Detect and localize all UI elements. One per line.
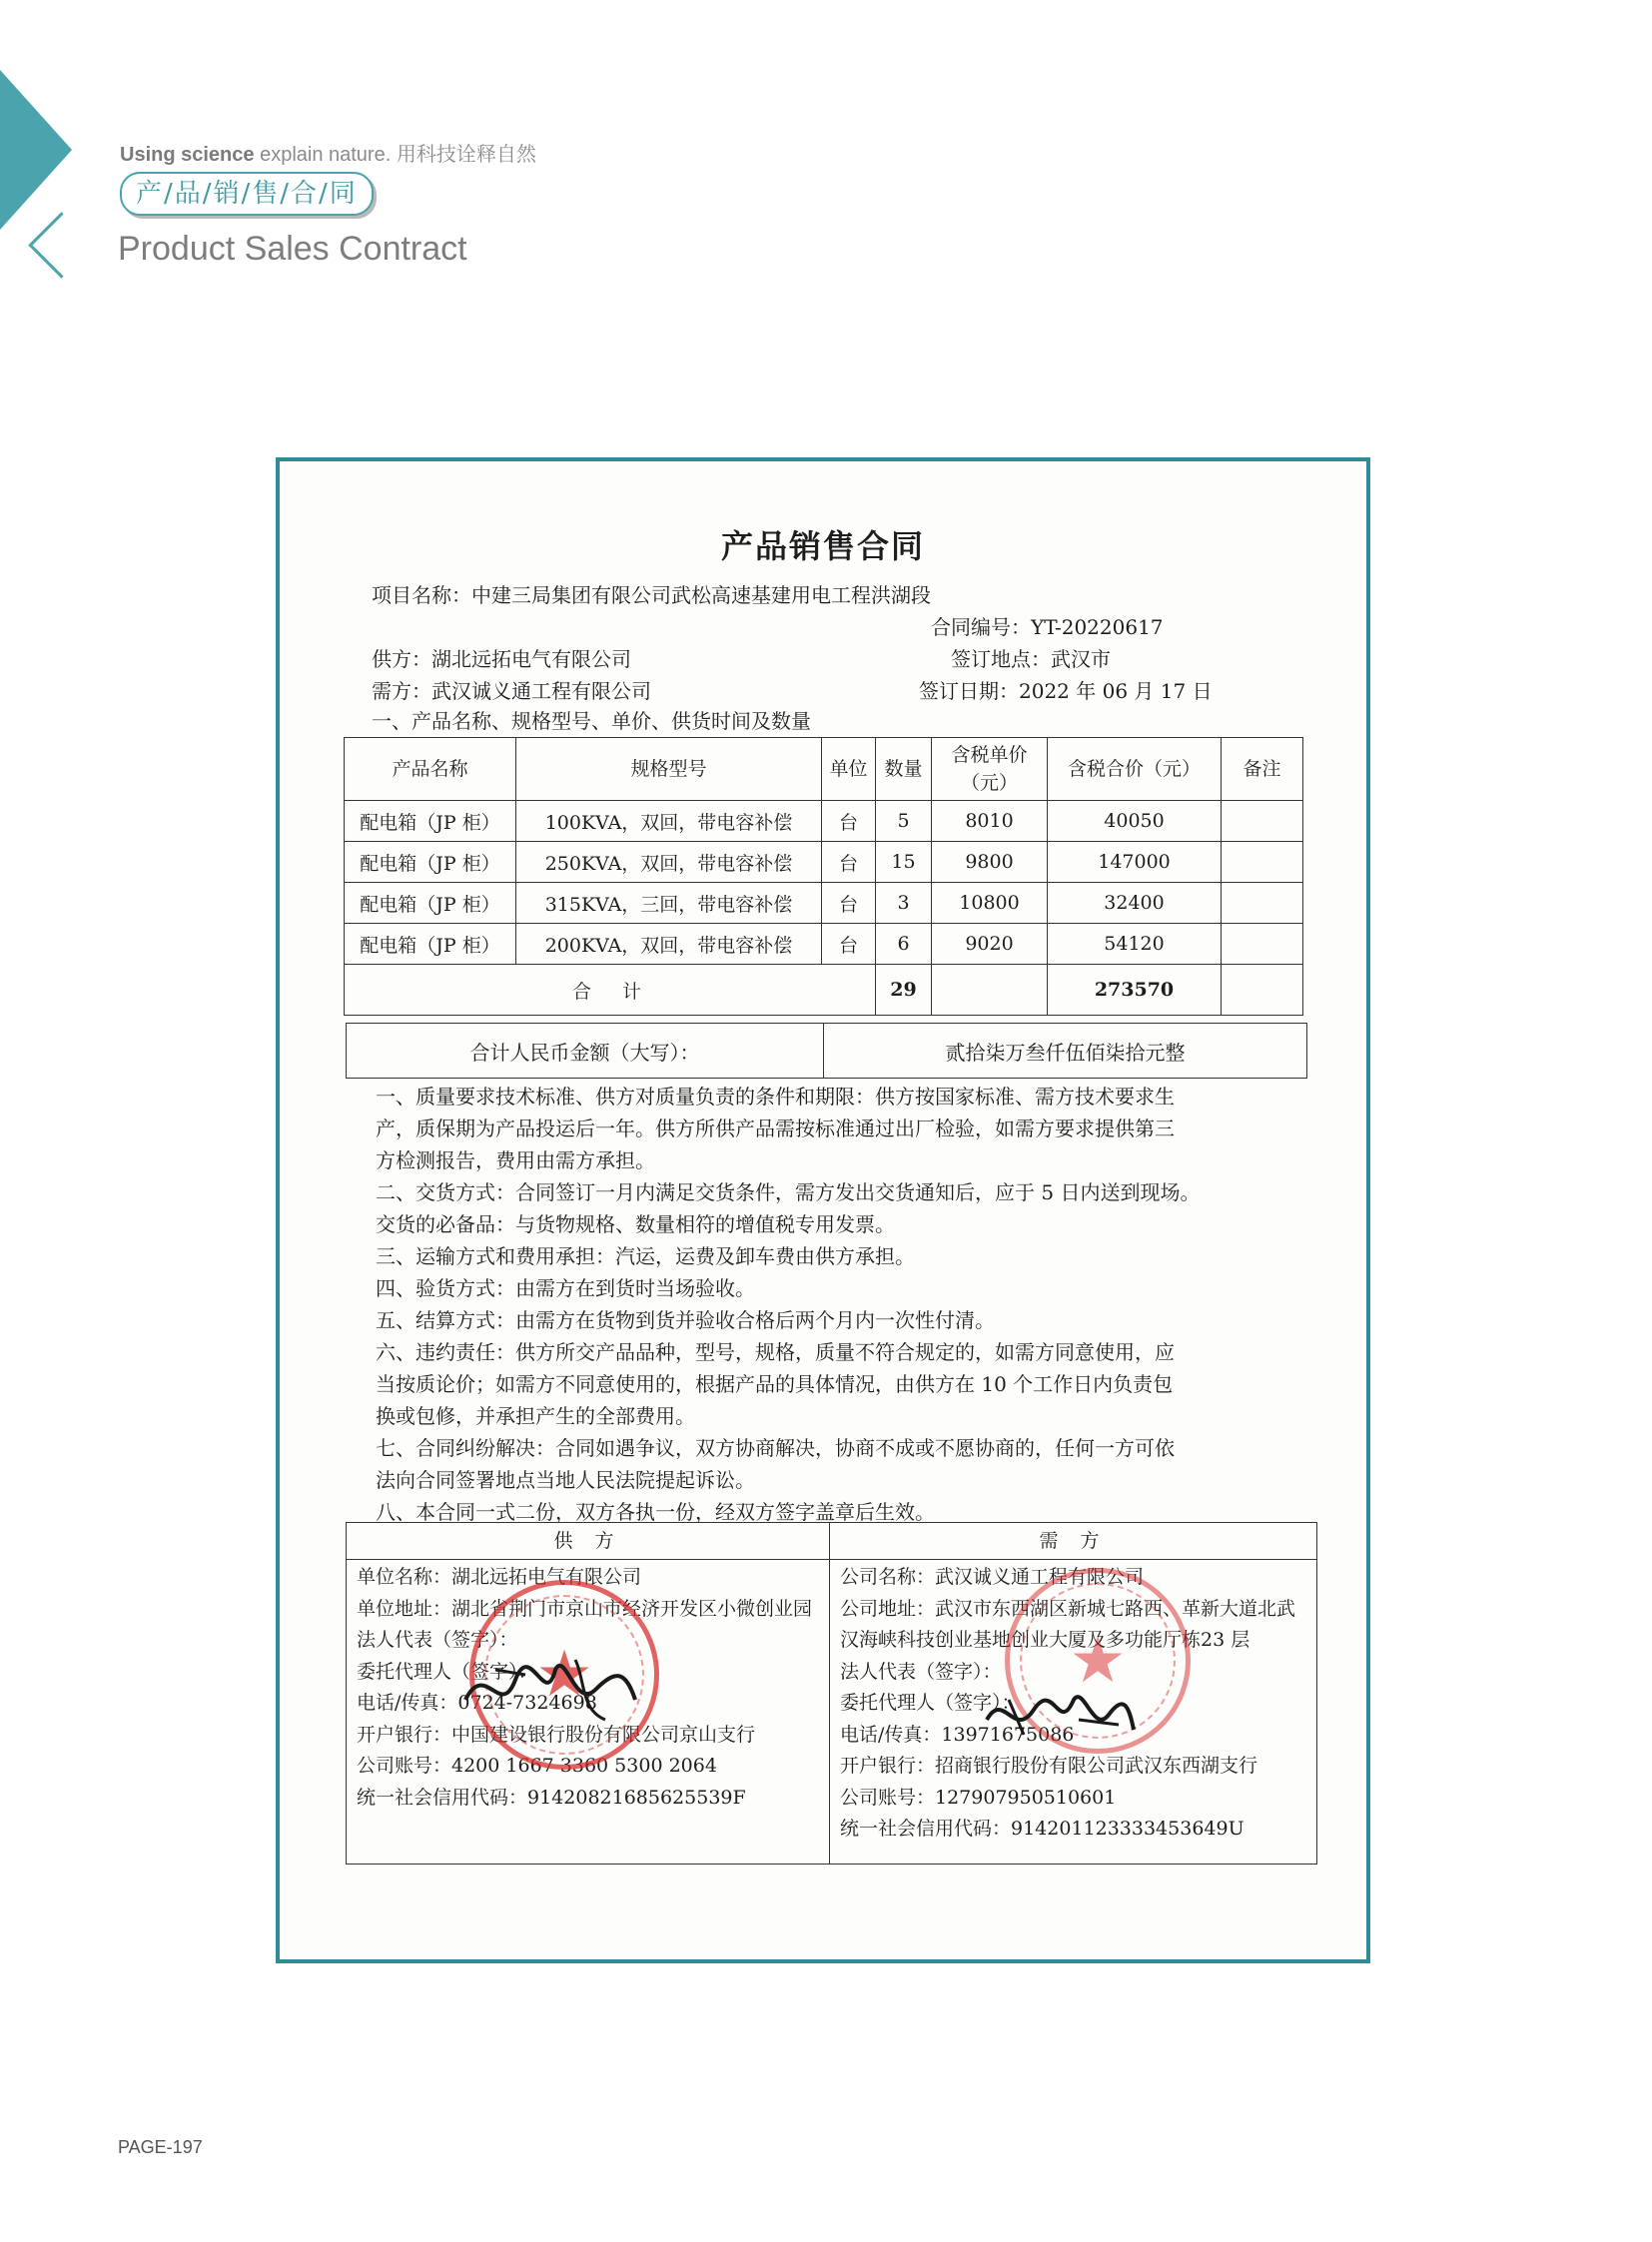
buyer-address: 公司地址：武汉市东西湖区新城七路西、革新大道北武汉海峡科技创业基地创业大厦及多功能厅栋23 层 bbox=[840, 1597, 1296, 1651]
cell-name: 配电箱（JP 柜） bbox=[345, 924, 516, 965]
buyer-line: 需方：武汉诚义通工程有限公司 bbox=[372, 679, 651, 703]
contract-title: 产品销售合同 bbox=[720, 527, 925, 565]
tagline-rest: explain nature. 用科技诠释自然 bbox=[254, 144, 536, 166]
total-amount: 273570 bbox=[1048, 965, 1222, 1016]
section-title-en: Product Sales Contract bbox=[118, 230, 467, 268]
supplier-company: 单位名称：湖北远拓电气有限公司 bbox=[357, 1566, 642, 1588]
contract-number: 合同编号：YT-20220617 bbox=[931, 615, 1164, 639]
buyer-legal-rep: 法人代表（签字）： bbox=[840, 1660, 1002, 1683]
clause-line: 交货的必备品：与货物规格、数量相符的增值税专用发票。 bbox=[376, 1212, 895, 1236]
contract-clauses bbox=[376, 1081, 1254, 1528]
supplier-line: 供方：湖北远拓电气有限公司 bbox=[372, 647, 631, 671]
clause-line: 换或包修，并承担产生的全部费用。 bbox=[376, 1404, 695, 1428]
buyer-heading: 需 方 bbox=[830, 1523, 1317, 1560]
buyer-agent: 委托代理人（签字）： bbox=[840, 1692, 1021, 1714]
cell-note bbox=[1222, 801, 1303, 842]
cell-name: 配电箱（JP 柜） bbox=[345, 842, 516, 883]
seal-star-icon: ★ bbox=[535, 1638, 593, 1712]
cell-price: 9800 bbox=[932, 842, 1048, 883]
cell-note bbox=[1222, 883, 1303, 924]
supplier-credit-code: 统一社会信用代码：91420821685625539F bbox=[357, 1786, 746, 1809]
col-header-qty: 数量 bbox=[876, 738, 932, 801]
table-header-row bbox=[345, 738, 1303, 801]
buyer-credit-code: 统一社会信用代码：914201123333453649U bbox=[840, 1818, 1244, 1840]
cell-total: 40050 bbox=[1048, 801, 1222, 842]
supplier-signature bbox=[455, 1640, 645, 1730]
col-header-unit: 单位 bbox=[822, 738, 876, 801]
cell-qty: 6 bbox=[876, 924, 932, 965]
clause-line: 方检测报告，费用由需方承担。 bbox=[376, 1148, 655, 1172]
col-header-spec: 规格型号 bbox=[516, 738, 822, 801]
buyer-bank: 开户银行：招商银行股份有限公司武汉东西湖支行 bbox=[840, 1755, 1258, 1777]
seal-star-icon: ★ bbox=[1069, 1624, 1127, 1698]
cell-total: 32400 bbox=[1048, 883, 1222, 924]
project-name: 项目名称：中建三局集团有限公司武松高速基建用电工程洪湖段 bbox=[372, 583, 931, 607]
cell-unit: 台 bbox=[822, 842, 876, 883]
tagline bbox=[120, 138, 536, 167]
clause-line: 当按质论价；如需方不同意使用的，根据产品的具体情况，由供方在 10 个工作日内负责包 bbox=[376, 1372, 1174, 1396]
clause-line: 三、运输方式和费用承担：汽运，运费及卸车费由供方承担。 bbox=[376, 1244, 915, 1268]
cell-qty: 5 bbox=[876, 801, 932, 842]
total-price-empty bbox=[932, 965, 1048, 1016]
supplier-account: 公司账号：4200 1667 3360 5300 2064 bbox=[357, 1755, 717, 1777]
page-number: PAGE-197 bbox=[118, 2137, 203, 2157]
col-header-total: 含税合价（元） bbox=[1048, 738, 1222, 801]
table-total-row bbox=[345, 965, 1303, 1016]
buyer-account: 公司账号：127907950510601 bbox=[840, 1786, 1117, 1809]
supplier-agent: 委托代理人（签字）： bbox=[357, 1660, 537, 1683]
cell-unit: 台 bbox=[822, 883, 876, 924]
cell-qty: 3 bbox=[876, 883, 932, 924]
cell-name: 配电箱（JP 柜） bbox=[345, 801, 516, 842]
cell-price: 8010 bbox=[932, 801, 1048, 842]
col-header-price: 含税单价（元） bbox=[932, 738, 1048, 801]
supplier-heading: 供 方 bbox=[347, 1523, 830, 1560]
amount-words-label: 合计人民币金额（大写）： bbox=[347, 1024, 824, 1079]
cell-unit: 台 bbox=[822, 924, 876, 965]
clause-line: 二、交货方式：合同签订一月内满足交货条件，需方发出交货通知后，应于 5 日内送到现场。 bbox=[376, 1180, 1201, 1204]
total-label: 合 计 bbox=[345, 965, 876, 1016]
cell-spec: 100KVA，双回，带电容补偿 bbox=[516, 801, 822, 842]
cell-note bbox=[1222, 842, 1303, 883]
supplier-phone: 电话/传真：0724-7324698 bbox=[357, 1692, 597, 1714]
cell-price: 9020 bbox=[932, 924, 1048, 965]
col-header-note: 备注 bbox=[1222, 738, 1303, 801]
table-row bbox=[345, 924, 1303, 965]
clause-line: 七、合同纠纷解决：合同如遇争议，双方协商解决，协商不成或不愿协商的，任何一方可依 bbox=[376, 1436, 1175, 1460]
table-row bbox=[345, 883, 1303, 924]
clause-line: 六、违约责任：供方所交产品品种，型号，规格，质量不符合规定的，如需方同意使用，应 bbox=[376, 1340, 1175, 1364]
cell-unit: 台 bbox=[822, 801, 876, 842]
section-title-cn: 产/品/销/售/合/同 bbox=[120, 172, 374, 216]
clause-line: 五、结算方式：由需方在货物到货并验收合格后两个月内一次性付清。 bbox=[376, 1308, 995, 1332]
clause-line: 产，质保期为产品投运后一年。供方所供产品需按标准通过出厂检验，如需方要求提供第三 bbox=[376, 1117, 1175, 1140]
section-one-heading: 一、产品名称、规格型号、单价、供货时间及数量 bbox=[372, 709, 811, 733]
cell-note bbox=[1222, 924, 1303, 965]
cell-total: 147000 bbox=[1048, 842, 1222, 883]
signing-date: 签订日期：2022 年 06 月 17 日 bbox=[919, 679, 1213, 703]
total-note-empty bbox=[1222, 965, 1303, 1016]
contract-document bbox=[280, 461, 1366, 1959]
cell-spec: 250KVA，双回，带电容补偿 bbox=[516, 842, 822, 883]
supplier-legal-rep: 法人代表（签字）： bbox=[357, 1629, 518, 1651]
tagline-bold: Using science bbox=[120, 144, 255, 166]
table-row bbox=[345, 801, 1303, 842]
cell-spec: 315KVA，三回，带电容补偿 bbox=[516, 883, 822, 924]
col-header-name: 产品名称 bbox=[345, 738, 516, 801]
amount-words-value: 贰拾柒万叁仟伍佰柒拾元整 bbox=[824, 1024, 1307, 1079]
buyer-company: 公司名称：武汉诚义通工程有限公司 bbox=[840, 1566, 1145, 1588]
total-qty: 29 bbox=[876, 965, 932, 1016]
cell-name: 配电箱（JP 柜） bbox=[345, 883, 516, 924]
cell-spec: 200KVA，双回，带电容补偿 bbox=[516, 924, 822, 965]
cell-qty: 15 bbox=[876, 842, 932, 883]
supplier-address: 单位地址：湖北省荆门市京山市经济开发区小微创业园 bbox=[357, 1597, 813, 1620]
clause-line: 一、质量要求技术标准、供方对质量负责的条件和期限：供方按国家标准、需方技术要求生 bbox=[376, 1085, 1175, 1109]
items-table bbox=[344, 737, 1303, 1016]
buyer-phone: 电话/传真：13971675086 bbox=[840, 1723, 1075, 1746]
clause-line: 八、本合同一式二份，双方各执一份，经双方签字盖章后生效。 bbox=[376, 1500, 935, 1524]
clause-line: 四、验货方式：由需方在到货时当场验收。 bbox=[376, 1276, 755, 1300]
clause-line: 法向合同签署地点当地人民法院提起诉讼。 bbox=[376, 1468, 755, 1492]
signing-place: 签订地点：武汉市 bbox=[951, 647, 1111, 671]
supplier-bank: 开户银行：中国建设银行股份有限公司京山支行 bbox=[357, 1723, 756, 1746]
contract-scan-frame bbox=[276, 457, 1370, 1963]
buyer-signature bbox=[979, 1680, 1139, 1750]
cell-total: 54120 bbox=[1048, 924, 1222, 965]
corner-triangle-decoration bbox=[0, 70, 72, 230]
table-row bbox=[345, 842, 1303, 883]
cell-price: 10800 bbox=[932, 883, 1048, 924]
amount-in-words-table bbox=[346, 1023, 1307, 1079]
